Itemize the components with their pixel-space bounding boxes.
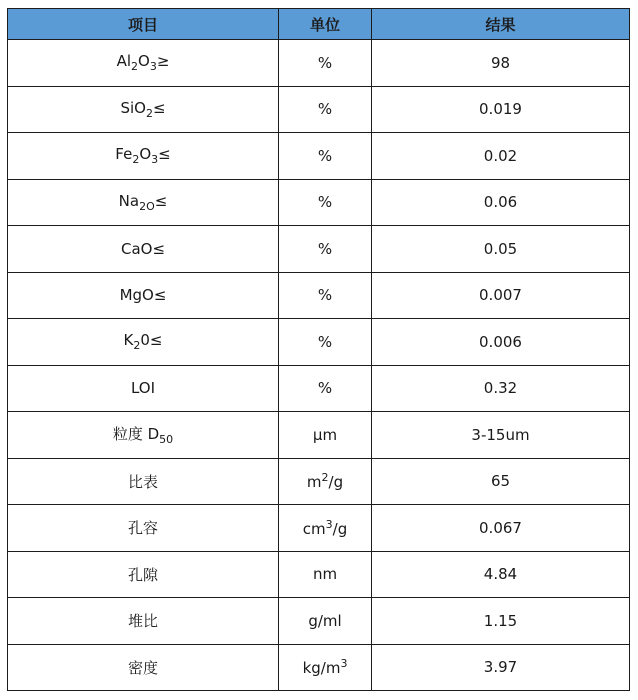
cell-result: 1.15 <box>372 598 630 645</box>
rich-text <box>113 423 173 446</box>
cell-unit <box>279 412 372 459</box>
cell-result: 65 <box>372 458 630 505</box>
superscript: 2 <box>321 471 329 485</box>
superscript: 3 <box>340 657 348 671</box>
cell-item <box>8 133 279 180</box>
header-row <box>8 9 630 40</box>
text-run: LOI <box>130 379 156 398</box>
cell-item <box>8 551 279 598</box>
table-row <box>8 319 630 366</box>
rich-text <box>128 517 158 538</box>
cell-item <box>8 272 279 319</box>
cell-unit <box>279 133 372 180</box>
subscript: 2 <box>145 106 153 120</box>
cell-unit <box>279 551 372 598</box>
cell-item <box>8 226 279 273</box>
table-row <box>8 598 630 645</box>
text-run: μm <box>312 425 338 444</box>
text-run: % <box>317 100 333 119</box>
rich-text <box>119 192 168 213</box>
table-body <box>8 40 630 691</box>
text-run: % <box>317 146 333 165</box>
text-run: MgO≤ <box>119 286 167 305</box>
subscript: 2 <box>132 153 140 167</box>
cell-item <box>8 505 279 552</box>
subscript: 2 <box>131 60 139 74</box>
table-row <box>8 412 630 459</box>
table-row <box>8 272 630 319</box>
rich-text <box>115 145 170 166</box>
rich-text <box>308 612 341 630</box>
rich-text <box>318 379 332 397</box>
table-header <box>8 9 630 40</box>
cell-item <box>8 458 279 505</box>
text-run: % <box>317 239 333 258</box>
text-run: 0≤ <box>140 331 163 350</box>
cell-item <box>8 319 279 366</box>
text-run: ≥ <box>156 52 170 71</box>
text-run: O <box>139 145 152 164</box>
text-run: /g <box>332 519 348 538</box>
text-run: 孔隙 <box>127 565 158 584</box>
rich-text <box>128 471 158 492</box>
superscript: 3 <box>325 517 333 531</box>
header-result: 结果 <box>372 9 630 40</box>
cell-unit <box>279 179 372 226</box>
cell-result: 4.84 <box>372 551 630 598</box>
rich-text <box>120 286 167 304</box>
cell-item <box>8 644 279 691</box>
rich-text <box>318 240 332 258</box>
header-item: 项目 <box>8 9 279 40</box>
rich-text <box>124 331 163 352</box>
table-row <box>8 179 630 226</box>
cell-result: 0.007 <box>372 272 630 319</box>
header-unit: 单位 <box>279 9 372 40</box>
text-run: nm <box>312 565 338 584</box>
text-run: /g <box>328 473 344 492</box>
cell-result: 0.067 <box>372 505 630 552</box>
text-run: ≤ <box>152 98 166 117</box>
subscript: 2 <box>133 339 141 353</box>
table-row <box>8 133 630 180</box>
subscript: 3 <box>149 60 157 74</box>
text-run: Na <box>118 191 140 210</box>
text-run: Al <box>116 52 132 71</box>
rich-text <box>307 471 343 491</box>
text-run: ≤ <box>154 191 168 210</box>
table-row <box>8 86 630 133</box>
cell-unit <box>279 319 372 366</box>
text-run: % <box>317 286 333 305</box>
text-run: K <box>123 331 134 350</box>
cell-unit <box>279 644 372 691</box>
subscript: 50 <box>159 433 174 447</box>
table-row <box>8 505 630 552</box>
cell-result: 0.32 <box>372 365 630 412</box>
rich-text <box>128 657 158 678</box>
cell-unit <box>279 505 372 552</box>
cell-unit <box>279 458 372 505</box>
subscript: 2O <box>139 199 155 213</box>
rich-text <box>318 147 332 165</box>
text-run: Fe <box>115 145 133 164</box>
text-run: 比表 <box>127 472 158 491</box>
rich-text <box>313 565 337 583</box>
table-row <box>8 365 630 412</box>
text-run: % <box>317 193 333 212</box>
cell-item <box>8 179 279 226</box>
rich-text <box>120 99 165 120</box>
rich-text <box>318 193 332 211</box>
cell-result: 0.019 <box>372 86 630 133</box>
table-row <box>8 226 630 273</box>
table-row <box>8 644 630 691</box>
rich-text <box>318 54 332 72</box>
text-run: % <box>317 332 333 351</box>
cell-item <box>8 365 279 412</box>
rich-text <box>318 333 332 351</box>
text-run: 密度 <box>127 658 158 677</box>
text-run: kg/m <box>302 659 341 678</box>
cell-item <box>8 86 279 133</box>
cell-item <box>8 40 279 87</box>
rich-text <box>318 286 332 304</box>
cell-unit <box>279 598 372 645</box>
subscript: 3 <box>151 153 159 167</box>
text-run: O <box>138 52 150 71</box>
text-run: 孔容 <box>127 519 158 538</box>
rich-text <box>117 52 170 73</box>
table-row <box>8 458 630 505</box>
rich-text <box>313 426 337 444</box>
text-run: 粒度 D <box>112 425 160 444</box>
text-run: ≤ <box>158 145 171 164</box>
cell-result: 98 <box>372 40 630 87</box>
table-row <box>8 40 630 87</box>
rich-text <box>121 240 165 258</box>
table-row <box>8 551 630 598</box>
cell-result: 0.006 <box>372 319 630 366</box>
rich-text <box>128 610 158 631</box>
text-run: 堆比 <box>127 612 158 631</box>
rich-text <box>318 100 332 118</box>
rich-text <box>303 657 348 677</box>
cell-result: 3-15um <box>372 412 630 459</box>
cell-result: 0.05 <box>372 226 630 273</box>
text-run: SiO <box>120 98 146 117</box>
cell-unit <box>279 365 372 412</box>
rich-text <box>128 564 158 585</box>
cell-item <box>8 598 279 645</box>
cell-unit <box>279 86 372 133</box>
rich-text <box>131 379 155 397</box>
cell-result: 0.02 <box>372 133 630 180</box>
cell-unit <box>279 226 372 273</box>
cell-result: 3.97 <box>372 644 630 691</box>
text-run: % <box>317 53 333 72</box>
text-run: cm <box>302 519 326 538</box>
cell-result: 0.06 <box>372 179 630 226</box>
text-run: m <box>306 473 322 492</box>
text-run: CaO≤ <box>120 239 166 258</box>
cell-item <box>8 412 279 459</box>
cell-unit <box>279 40 372 87</box>
text-run: % <box>317 379 333 398</box>
text-run: g/ml <box>308 611 342 630</box>
cell-unit <box>279 272 372 319</box>
rich-text <box>303 518 347 538</box>
spec-table <box>7 8 630 691</box>
